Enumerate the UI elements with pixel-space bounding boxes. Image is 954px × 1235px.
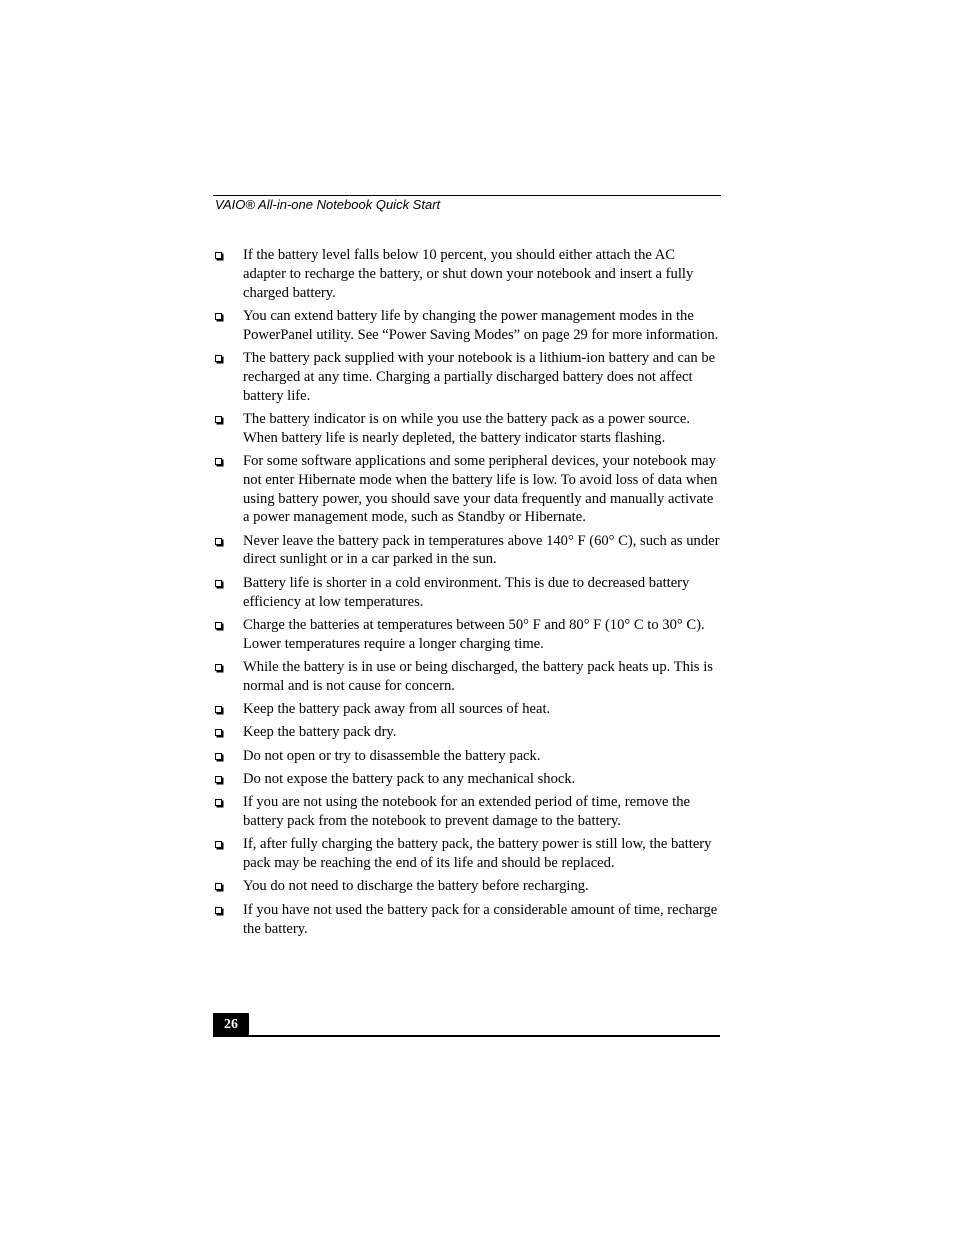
list-item-text: The battery indicator is on while you use the battery pack as a power source. When battery life is nearly depleted, the battery indicator starts flashing. bbox=[243, 410, 690, 446]
list-item bbox=[213, 901, 721, 939]
list-item bbox=[213, 532, 721, 570]
list-item-text: You can extend battery life by changing the power management modes in the PowerPanel utility. See “Power Saving Modes” on page 29 for more information. bbox=[243, 307, 719, 343]
list-item bbox=[213, 835, 721, 873]
checkbox-bullet-icon bbox=[215, 313, 222, 320]
checkbox-bullet-icon bbox=[215, 580, 222, 587]
checkbox-bullet-icon bbox=[215, 799, 222, 806]
list-item bbox=[213, 770, 721, 789]
list-item-text: Do not expose the battery pack to any mechanical shock. bbox=[243, 770, 576, 787]
checkbox-bullet-icon bbox=[215, 729, 222, 736]
list-item-text: If you are not using the notebook for an extended period of time, remove the battery pack from the notebook to prevent damage to the battery. bbox=[243, 794, 690, 830]
list-item-text: Keep the battery pack dry. bbox=[243, 724, 397, 741]
list-item-text: Battery life is shorter in a cold environment. This is due to decreased battery efficiency at low temperatures. bbox=[243, 574, 690, 610]
checkbox-bullet-icon bbox=[215, 355, 222, 362]
list-item bbox=[213, 616, 721, 654]
list-item bbox=[213, 246, 721, 302]
battery-tips-list bbox=[213, 246, 721, 943]
checkbox-bullet-icon bbox=[215, 776, 222, 783]
checkbox-bullet-icon bbox=[215, 416, 222, 423]
list-item bbox=[213, 700, 721, 719]
list-item-text: If, after fully charging the battery pack, the battery power is still low, the battery pack may be reaching the end of its life and should be replaced. bbox=[243, 836, 712, 872]
header-rule bbox=[213, 195, 721, 196]
list-item-text: Do not open or try to disassemble the battery pack. bbox=[243, 747, 541, 764]
list-item bbox=[213, 452, 721, 527]
checkbox-bullet-icon bbox=[215, 252, 222, 259]
list-item bbox=[213, 574, 721, 612]
checkbox-bullet-icon bbox=[215, 538, 222, 545]
list-item-text: Keep the battery pack away from all sources of heat. bbox=[243, 701, 551, 718]
list-item bbox=[213, 307, 721, 345]
list-item-text: If you have not used the battery pack for a considerable amount of time, recharge the battery. bbox=[243, 901, 718, 937]
list-item-text: If the battery level falls below 10 percent, you should either attach the AC adapter to recharge the battery, or shut down your notebook and insert a fully charged battery. bbox=[243, 247, 694, 301]
list-item-text: While the battery is in use or being discharged, the battery pack heats up. This is normal and is not cause for concern. bbox=[243, 658, 713, 694]
page-number: 26 bbox=[213, 1013, 249, 1036]
list-item-text: Charge the batteries at temperatures between 50° F and 80° F (10° C to 30° C). Lower temperatures require a longer charging time. bbox=[243, 616, 705, 652]
checkbox-bullet-icon bbox=[215, 753, 222, 760]
list-item bbox=[213, 723, 721, 742]
checkbox-bullet-icon bbox=[215, 458, 222, 465]
footer-rule bbox=[213, 1035, 720, 1037]
list-item-text: For some software applications and some peripheral devices, your notebook may not enter Hibernate mode when the battery life is low. To avoid loss of data when using battery power, you should save your data frequently and manually activate a power management mode, such as Standby or Hibernate. bbox=[243, 452, 718, 526]
list-item bbox=[213, 410, 721, 448]
list-item bbox=[213, 877, 721, 896]
checkbox-bullet-icon bbox=[215, 706, 222, 713]
checkbox-bullet-icon bbox=[215, 883, 222, 890]
list-item-text: Never leave the battery pack in temperatures above 140° F (60° C), such as under direct sunlight or in a car parked in the sun. bbox=[243, 532, 720, 568]
checkbox-bullet-icon bbox=[215, 622, 222, 629]
list-item bbox=[213, 747, 721, 766]
checkbox-bullet-icon bbox=[215, 841, 222, 848]
list-item bbox=[213, 793, 721, 831]
list-item bbox=[213, 349, 721, 405]
checkbox-bullet-icon bbox=[215, 664, 222, 671]
list-item bbox=[213, 658, 721, 696]
running-header: VAIO® All-in-one Notebook Quick Start bbox=[215, 197, 441, 212]
list-item-text: The battery pack supplied with your notebook is a lithium-ion battery and can be recharged at any time. Charging a partially discharged battery does not affect battery life. bbox=[243, 349, 716, 404]
list-item-text: You do not need to discharge the battery before recharging. bbox=[243, 878, 589, 895]
checkbox-bullet-icon bbox=[215, 907, 222, 914]
